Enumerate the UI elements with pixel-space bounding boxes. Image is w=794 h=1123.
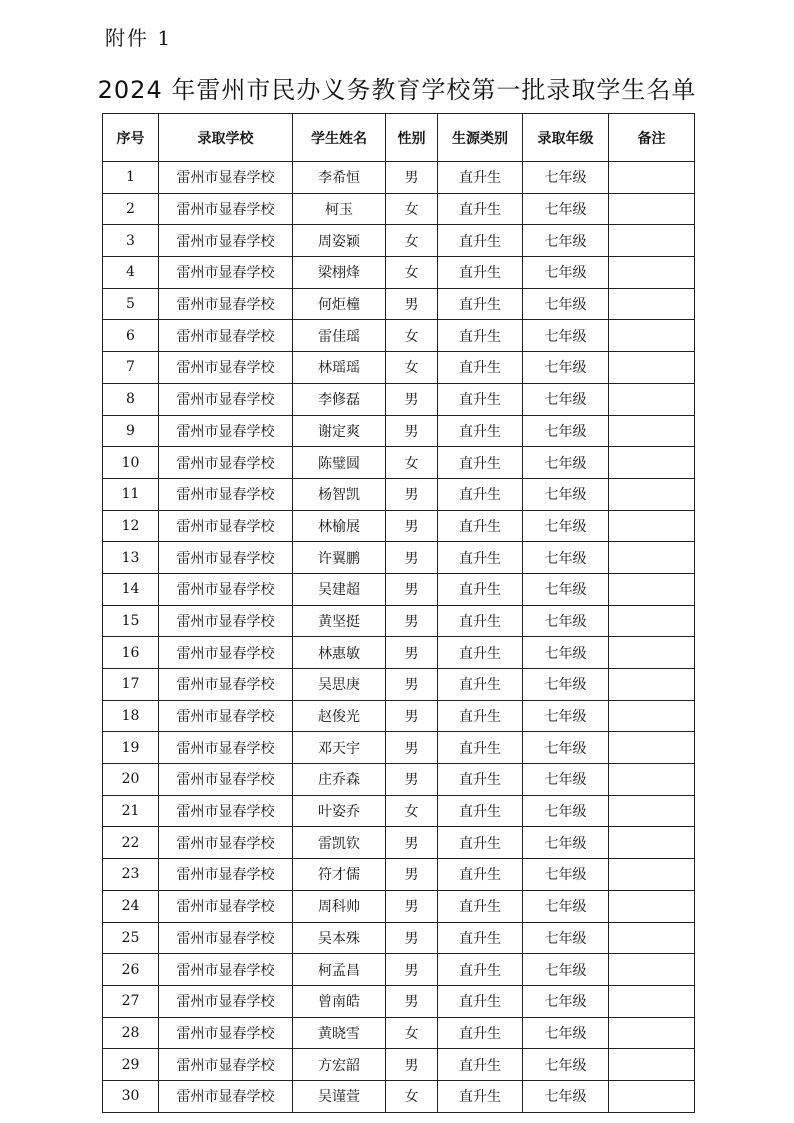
cell-remarks bbox=[609, 573, 695, 605]
cell-gender: 男 bbox=[386, 764, 438, 796]
cell-index: 21 bbox=[103, 795, 159, 827]
cell-index: 7 bbox=[103, 352, 159, 384]
cell-remarks bbox=[609, 1049, 695, 1081]
cell-index: 28 bbox=[103, 1017, 159, 1049]
cell-gender: 男 bbox=[386, 542, 438, 574]
cell-student-name: 方宏韶 bbox=[293, 1049, 386, 1081]
cell-gender: 男 bbox=[386, 1049, 438, 1081]
table-row bbox=[103, 985, 695, 1017]
cell-gender: 男 bbox=[386, 922, 438, 954]
cell-school: 雷州市显春学校 bbox=[159, 415, 293, 447]
cell-grade: 七年级 bbox=[523, 162, 609, 194]
cell-index: 10 bbox=[103, 447, 159, 479]
cell-school: 雷州市显春学校 bbox=[159, 383, 293, 415]
cell-source-type: 直升生 bbox=[438, 795, 523, 827]
table-row bbox=[103, 320, 695, 352]
table-row bbox=[103, 1049, 695, 1081]
cell-school: 雷州市显春学校 bbox=[159, 288, 293, 320]
cell-source-type: 直升生 bbox=[438, 478, 523, 510]
header-grade: 录取年级 bbox=[523, 114, 609, 162]
cell-school: 雷州市显春学校 bbox=[159, 669, 293, 701]
cell-student-name: 吴本殊 bbox=[293, 922, 386, 954]
admission-table bbox=[102, 113, 695, 1113]
cell-gender: 男 bbox=[386, 510, 438, 542]
cell-remarks bbox=[609, 193, 695, 225]
cell-index: 16 bbox=[103, 637, 159, 669]
cell-student-name: 吴谨萱 bbox=[293, 1080, 386, 1112]
cell-student-name: 黄坚挺 bbox=[293, 605, 386, 637]
cell-grade: 七年级 bbox=[523, 510, 609, 542]
cell-school: 雷州市显春学校 bbox=[159, 193, 293, 225]
cell-gender: 女 bbox=[386, 193, 438, 225]
cell-index: 24 bbox=[103, 890, 159, 922]
table-row bbox=[103, 383, 695, 415]
cell-source-type: 直升生 bbox=[438, 827, 523, 859]
cell-index: 30 bbox=[103, 1080, 159, 1112]
cell-student-name: 林榆展 bbox=[293, 510, 386, 542]
cell-index: 5 bbox=[103, 288, 159, 320]
cell-school: 雷州市显春学校 bbox=[159, 795, 293, 827]
cell-index: 11 bbox=[103, 478, 159, 510]
cell-school: 雷州市显春学校 bbox=[159, 637, 293, 669]
cell-source-type: 直升生 bbox=[438, 954, 523, 986]
cell-grade: 七年级 bbox=[523, 637, 609, 669]
cell-student-name: 庄乔森 bbox=[293, 764, 386, 796]
page-title: 2024 年雷州市民办义务教育学校第一批录取学生名单 bbox=[97, 76, 697, 104]
cell-remarks bbox=[609, 1080, 695, 1112]
cell-gender: 女 bbox=[386, 1080, 438, 1112]
cell-source-type: 直升生 bbox=[438, 700, 523, 732]
cell-remarks bbox=[609, 954, 695, 986]
cell-student-name: 谢定爽 bbox=[293, 415, 386, 447]
cell-student-name: 周姿颖 bbox=[293, 225, 386, 257]
cell-index: 4 bbox=[103, 257, 159, 289]
cell-school: 雷州市显春学校 bbox=[159, 573, 293, 605]
cell-student-name: 符才儒 bbox=[293, 859, 386, 891]
cell-source-type: 直升生 bbox=[438, 669, 523, 701]
cell-grade: 七年级 bbox=[523, 700, 609, 732]
cell-index: 6 bbox=[103, 320, 159, 352]
cell-index: 12 bbox=[103, 510, 159, 542]
cell-student-name: 柯玉 bbox=[293, 193, 386, 225]
cell-grade: 七年级 bbox=[523, 985, 609, 1017]
cell-source-type: 直升生 bbox=[438, 415, 523, 447]
cell-school: 雷州市显春学校 bbox=[159, 732, 293, 764]
cell-grade: 七年级 bbox=[523, 352, 609, 384]
cell-remarks bbox=[609, 605, 695, 637]
cell-remarks bbox=[609, 447, 695, 479]
cell-grade: 七年级 bbox=[523, 1049, 609, 1081]
cell-source-type: 直升生 bbox=[438, 352, 523, 384]
cell-index: 23 bbox=[103, 859, 159, 891]
cell-gender: 男 bbox=[386, 637, 438, 669]
cell-index: 29 bbox=[103, 1049, 159, 1081]
cell-student-name: 林瑶瑶 bbox=[293, 352, 386, 384]
cell-source-type: 直升生 bbox=[438, 447, 523, 479]
header-gender: 性别 bbox=[386, 114, 438, 162]
cell-student-name: 周科帅 bbox=[293, 890, 386, 922]
cell-gender: 男 bbox=[386, 890, 438, 922]
cell-gender: 男 bbox=[386, 162, 438, 194]
cell-source-type: 直升生 bbox=[438, 890, 523, 922]
cell-grade: 七年级 bbox=[523, 795, 609, 827]
cell-gender: 男 bbox=[386, 669, 438, 701]
cell-gender: 女 bbox=[386, 1017, 438, 1049]
cell-grade: 七年级 bbox=[523, 922, 609, 954]
cell-source-type: 直升生 bbox=[438, 764, 523, 796]
cell-gender: 女 bbox=[386, 320, 438, 352]
cell-school: 雷州市显春学校 bbox=[159, 922, 293, 954]
cell-student-name: 陈璧圆 bbox=[293, 447, 386, 479]
cell-school: 雷州市显春学校 bbox=[159, 1049, 293, 1081]
cell-grade: 七年级 bbox=[523, 478, 609, 510]
cell-remarks bbox=[609, 352, 695, 384]
cell-school: 雷州市显春学校 bbox=[159, 859, 293, 891]
cell-student-name: 曾南皓 bbox=[293, 985, 386, 1017]
cell-gender: 女 bbox=[386, 447, 438, 479]
cell-student-name: 雷佳瑶 bbox=[293, 320, 386, 352]
table-row bbox=[103, 478, 695, 510]
cell-gender: 男 bbox=[386, 573, 438, 605]
cell-remarks bbox=[609, 827, 695, 859]
cell-source-type: 直升生 bbox=[438, 922, 523, 954]
cell-school: 雷州市显春学校 bbox=[159, 605, 293, 637]
cell-index: 18 bbox=[103, 700, 159, 732]
table-row bbox=[103, 922, 695, 954]
cell-remarks bbox=[609, 985, 695, 1017]
cell-school: 雷州市显春学校 bbox=[159, 700, 293, 732]
cell-index: 27 bbox=[103, 985, 159, 1017]
cell-gender: 女 bbox=[386, 795, 438, 827]
table-row bbox=[103, 573, 695, 605]
cell-grade: 七年级 bbox=[523, 859, 609, 891]
cell-index: 2 bbox=[103, 193, 159, 225]
cell-source-type: 直升生 bbox=[438, 162, 523, 194]
cell-grade: 七年级 bbox=[523, 320, 609, 352]
cell-remarks bbox=[609, 922, 695, 954]
cell-index: 9 bbox=[103, 415, 159, 447]
cell-source-type: 直升生 bbox=[438, 320, 523, 352]
cell-gender: 女 bbox=[386, 225, 438, 257]
cell-remarks bbox=[609, 383, 695, 415]
cell-index: 15 bbox=[103, 605, 159, 637]
cell-index: 19 bbox=[103, 732, 159, 764]
cell-grade: 七年级 bbox=[523, 542, 609, 574]
header-student-name: 学生姓名 bbox=[293, 114, 386, 162]
table-header-row bbox=[103, 114, 695, 162]
cell-source-type: 直升生 bbox=[438, 542, 523, 574]
cell-gender: 女 bbox=[386, 352, 438, 384]
cell-gender: 男 bbox=[386, 859, 438, 891]
table-row bbox=[103, 225, 695, 257]
cell-gender: 男 bbox=[386, 383, 438, 415]
cell-student-name: 何炬橦 bbox=[293, 288, 386, 320]
table-row bbox=[103, 288, 695, 320]
cell-grade: 七年级 bbox=[523, 732, 609, 764]
table-row bbox=[103, 890, 695, 922]
table-row bbox=[103, 732, 695, 764]
cell-remarks bbox=[609, 890, 695, 922]
cell-index: 22 bbox=[103, 827, 159, 859]
cell-remarks bbox=[609, 859, 695, 891]
cell-gender: 男 bbox=[386, 827, 438, 859]
cell-source-type: 直升生 bbox=[438, 985, 523, 1017]
cell-school: 雷州市显春学校 bbox=[159, 162, 293, 194]
table-row bbox=[103, 1017, 695, 1049]
cell-source-type: 直升生 bbox=[438, 732, 523, 764]
cell-source-type: 直升生 bbox=[438, 510, 523, 542]
cell-school: 雷州市显春学校 bbox=[159, 447, 293, 479]
table-row bbox=[103, 669, 695, 701]
cell-source-type: 直升生 bbox=[438, 1080, 523, 1112]
cell-remarks bbox=[609, 478, 695, 510]
header-school: 录取学校 bbox=[159, 114, 293, 162]
cell-grade: 七年级 bbox=[523, 1017, 609, 1049]
cell-index: 26 bbox=[103, 954, 159, 986]
cell-school: 雷州市显春学校 bbox=[159, 478, 293, 510]
cell-school: 雷州市显春学校 bbox=[159, 954, 293, 986]
header-remarks: 备注 bbox=[609, 114, 695, 162]
cell-source-type: 直升生 bbox=[438, 573, 523, 605]
table-row bbox=[103, 352, 695, 384]
cell-school: 雷州市显春学校 bbox=[159, 257, 293, 289]
cell-remarks bbox=[609, 795, 695, 827]
cell-school: 雷州市显春学校 bbox=[159, 890, 293, 922]
cell-student-name: 吴建超 bbox=[293, 573, 386, 605]
cell-student-name: 吴思庚 bbox=[293, 669, 386, 701]
cell-school: 雷州市显春学校 bbox=[159, 510, 293, 542]
cell-student-name: 赵俊光 bbox=[293, 700, 386, 732]
table-row bbox=[103, 795, 695, 827]
cell-remarks bbox=[609, 257, 695, 289]
table-row bbox=[103, 700, 695, 732]
cell-remarks bbox=[609, 162, 695, 194]
cell-student-name: 许翼鹏 bbox=[293, 542, 386, 574]
cell-remarks bbox=[609, 669, 695, 701]
cell-source-type: 直升生 bbox=[438, 193, 523, 225]
table-row bbox=[103, 162, 695, 194]
cell-remarks bbox=[609, 320, 695, 352]
cell-school: 雷州市显春学校 bbox=[159, 542, 293, 574]
cell-remarks bbox=[609, 637, 695, 669]
cell-student-name: 雷凯钦 bbox=[293, 827, 386, 859]
cell-remarks bbox=[609, 288, 695, 320]
table-row bbox=[103, 415, 695, 447]
cell-grade: 七年级 bbox=[523, 573, 609, 605]
cell-gender: 男 bbox=[386, 415, 438, 447]
cell-school: 雷州市显春学校 bbox=[159, 1080, 293, 1112]
cell-index: 1 bbox=[103, 162, 159, 194]
cell-remarks bbox=[609, 225, 695, 257]
cell-school: 雷州市显春学校 bbox=[159, 225, 293, 257]
table-row bbox=[103, 542, 695, 574]
cell-source-type: 直升生 bbox=[438, 225, 523, 257]
cell-grade: 七年级 bbox=[523, 827, 609, 859]
table-row bbox=[103, 257, 695, 289]
cell-grade: 七年级 bbox=[523, 1080, 609, 1112]
table-row bbox=[103, 764, 695, 796]
cell-grade: 七年级 bbox=[523, 225, 609, 257]
table-row bbox=[103, 605, 695, 637]
cell-grade: 七年级 bbox=[523, 447, 609, 479]
cell-school: 雷州市显春学校 bbox=[159, 827, 293, 859]
cell-student-name: 黄晓雪 bbox=[293, 1017, 386, 1049]
table-row bbox=[103, 1080, 695, 1112]
cell-remarks bbox=[609, 700, 695, 732]
cell-gender: 男 bbox=[386, 732, 438, 764]
cell-grade: 七年级 bbox=[523, 257, 609, 289]
cell-grade: 七年级 bbox=[523, 415, 609, 447]
cell-gender: 男 bbox=[386, 700, 438, 732]
table-row bbox=[103, 827, 695, 859]
cell-school: 雷州市显春学校 bbox=[159, 1017, 293, 1049]
cell-grade: 七年级 bbox=[523, 669, 609, 701]
cell-student-name: 梁栩烽 bbox=[293, 257, 386, 289]
cell-grade: 七年级 bbox=[523, 605, 609, 637]
cell-remarks bbox=[609, 1017, 695, 1049]
cell-student-name: 林惠敏 bbox=[293, 637, 386, 669]
cell-grade: 七年级 bbox=[523, 383, 609, 415]
cell-student-name: 李修磊 bbox=[293, 383, 386, 415]
cell-index: 20 bbox=[103, 764, 159, 796]
cell-index: 8 bbox=[103, 383, 159, 415]
header-source-type: 生源类别 bbox=[438, 114, 523, 162]
cell-gender: 男 bbox=[386, 605, 438, 637]
cell-index: 17 bbox=[103, 669, 159, 701]
cell-index: 14 bbox=[103, 573, 159, 605]
table-row bbox=[103, 447, 695, 479]
table-row bbox=[103, 193, 695, 225]
cell-student-name: 柯孟昌 bbox=[293, 954, 386, 986]
cell-remarks bbox=[609, 510, 695, 542]
cell-gender: 男 bbox=[386, 478, 438, 510]
cell-grade: 七年级 bbox=[523, 193, 609, 225]
cell-student-name: 叶姿乔 bbox=[293, 795, 386, 827]
cell-school: 雷州市显春学校 bbox=[159, 985, 293, 1017]
cell-grade: 七年级 bbox=[523, 288, 609, 320]
cell-index: 25 bbox=[103, 922, 159, 954]
table-row bbox=[103, 637, 695, 669]
cell-source-type: 直升生 bbox=[438, 859, 523, 891]
table-row bbox=[103, 510, 695, 542]
cell-student-name: 邓天宇 bbox=[293, 732, 386, 764]
cell-index: 3 bbox=[103, 225, 159, 257]
table-row bbox=[103, 859, 695, 891]
cell-gender: 男 bbox=[386, 954, 438, 986]
cell-student-name: 杨智凯 bbox=[293, 478, 386, 510]
cell-remarks bbox=[609, 764, 695, 796]
cell-student-name: 李希恒 bbox=[293, 162, 386, 194]
attachment-label: 附件 1 bbox=[105, 26, 173, 50]
cell-source-type: 直升生 bbox=[438, 1049, 523, 1081]
cell-remarks bbox=[609, 542, 695, 574]
cell-index: 13 bbox=[103, 542, 159, 574]
cell-grade: 七年级 bbox=[523, 764, 609, 796]
cell-gender: 女 bbox=[386, 257, 438, 289]
cell-source-type: 直升生 bbox=[438, 288, 523, 320]
cell-source-type: 直升生 bbox=[438, 605, 523, 637]
cell-source-type: 直升生 bbox=[438, 1017, 523, 1049]
cell-gender: 男 bbox=[386, 985, 438, 1017]
cell-source-type: 直升生 bbox=[438, 383, 523, 415]
cell-gender: 男 bbox=[386, 288, 438, 320]
header-index: 序号 bbox=[103, 114, 159, 162]
cell-source-type: 直升生 bbox=[438, 637, 523, 669]
cell-grade: 七年级 bbox=[523, 890, 609, 922]
table-row bbox=[103, 954, 695, 986]
cell-remarks bbox=[609, 415, 695, 447]
cell-remarks bbox=[609, 732, 695, 764]
cell-school: 雷州市显春学校 bbox=[159, 352, 293, 384]
cell-grade: 七年级 bbox=[523, 954, 609, 986]
cell-source-type: 直升生 bbox=[438, 257, 523, 289]
cell-school: 雷州市显春学校 bbox=[159, 320, 293, 352]
cell-school: 雷州市显春学校 bbox=[159, 764, 293, 796]
